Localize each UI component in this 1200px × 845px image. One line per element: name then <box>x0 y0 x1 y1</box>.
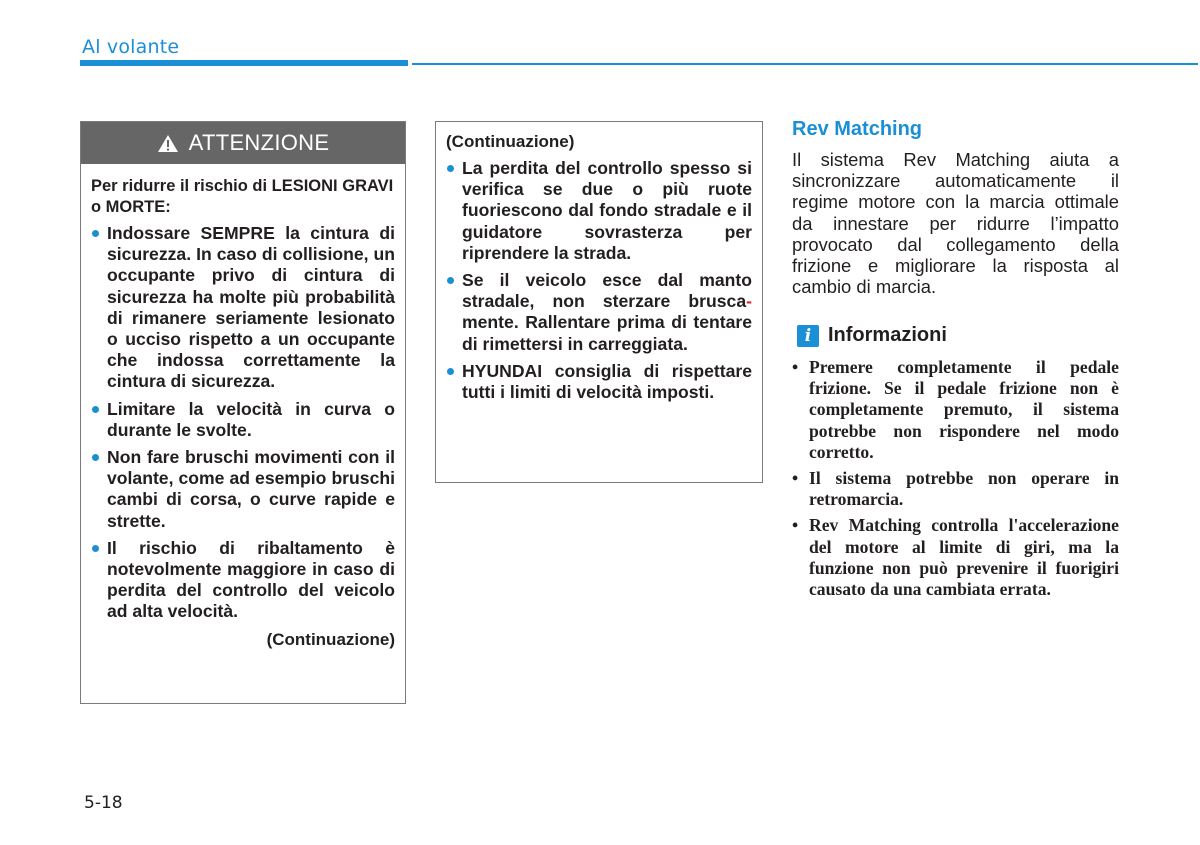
info-title: Informazioni <box>828 324 947 346</box>
rev-matching-title: Rev Matching <box>792 118 923 140</box>
section-title: Al volante <box>82 36 180 58</box>
header-rule-thin <box>412 63 1198 65</box>
warning-intro: Per ridurre il rischio di LESIONI GRAVI o MORTE: <box>91 177 394 216</box>
list-item: Indossare SEMPRE la cintura di sicurezza. In caso di collisione, un occupante privo di cintura di sicurezza ha molte più probabilità di rimanere seriamente lesionato o ucciso rispetto a un occupante che indossa correttamente la cintura di sicurezza. <box>91 223 395 393</box>
warning-triangle-icon <box>157 134 179 153</box>
header-rule-thick <box>80 60 408 66</box>
list-item: Il rischio di ribaltamento è notevolmente maggiore in caso di perdita del controllo del veicolo ad alta velocità. <box>91 538 395 623</box>
continuation-label: (Continuazione) <box>266 629 395 649</box>
hyphen-mark: - <box>746 291 752 312</box>
list-item: HYUNDAI consiglia di rispettare tutti i limiti di velocità imposti. <box>446 361 752 403</box>
warning-header <box>81 122 405 164</box>
rev-matching-text: Il sistema Rev Matching aiuta a sincronizzare automaticamente il regime motore con la marcia ottimale da innestare per ridurre l’impatto provocato dal collegamento della frizione e migliorare la risposta al cambio di marcia. <box>792 149 1119 298</box>
list-item-text: Se il veicolo esce dal manto stradale, non sterzare brusca <box>462 270 752 312</box>
list-item <box>446 270 752 355</box>
info-list <box>792 357 1119 605</box>
list-item: • Il sistema potrebbe non operare in retromarcia. <box>792 468 1119 510</box>
list-item: • Premere completamente il pedale frizione. Se il pedale frizione non è completamente premuto, il sistema potrebbe non rispondere nel modo corretto. <box>792 357 1119 463</box>
list-item-text: mente. Rallentare prima di tentare di rimettersi in carreggiata. <box>462 312 752 354</box>
warning-body <box>81 164 405 650</box>
list-item: La perdita del controllo spesso si verifica se due o più ruote fuoriescono dal fondo stradale e il guidatore sovrasterza per riprendere la strada. <box>446 158 752 264</box>
warning-box <box>80 121 406 704</box>
continued-title: (Continuazione) <box>446 132 575 151</box>
warning-list <box>91 223 395 623</box>
continued-warning-box <box>435 121 763 483</box>
warning-title: ATTENZIONE <box>188 130 330 155</box>
list-item: Limitare la velocità in curva o durante le svolte. <box>91 399 395 441</box>
continued-list <box>446 158 752 403</box>
list-item: • Rev Matching controlla l'accelerazione del motore al limite di giri, ma la funzione non può prevenire il fuorigiri causato da una cambiata errata. <box>792 515 1119 600</box>
info-heading <box>797 324 947 347</box>
info-icon: i <box>797 325 819 347</box>
page-number: 5-18 <box>84 793 123 813</box>
list-item: Non fare bruschi movimenti con il volante, come ad esempio bruschi cambi di corsa, o curve rapide e strette. <box>91 447 395 532</box>
